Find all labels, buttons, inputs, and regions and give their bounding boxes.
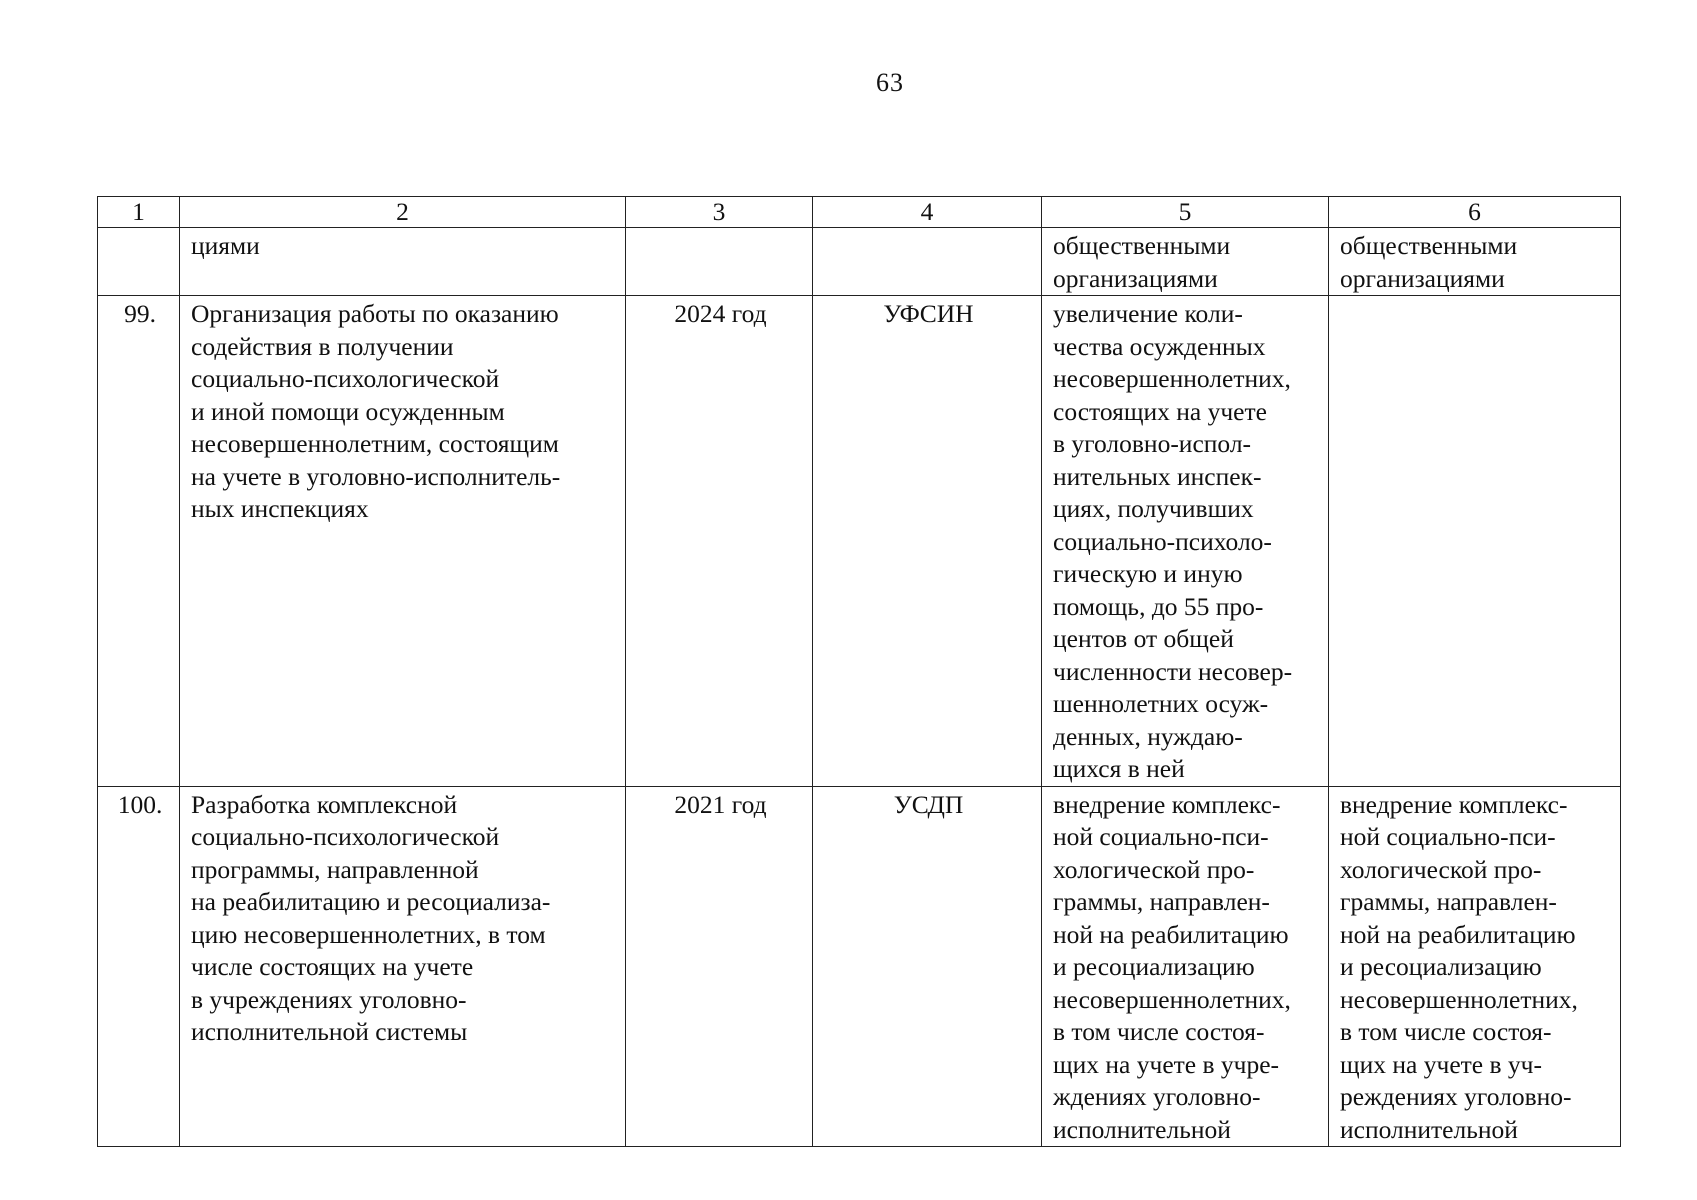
table-row (98, 296, 1621, 787)
column-header: 2 (180, 197, 626, 228)
result-cell: общественными организациями (1329, 228, 1621, 296)
row-number (98, 228, 180, 296)
column-header: 4 (813, 197, 1042, 228)
indicator-cell: увеличение коли- чества осужденных несовершеннолетних, состоящих на учете в уголовно-испол- нительных инспек- циях, получивших социально-психоло- гическую и иную помощь, до 55 про- центов от общей численности несовер- шеннолетних осуж- денных, нуждаю- щихся в ней (1042, 296, 1329, 787)
executor-cell (813, 228, 1042, 296)
executor-cell: УСДП (813, 786, 1042, 1147)
executor-cell: УФСИН (813, 296, 1042, 787)
activity-cell: циями (180, 228, 626, 296)
table-row (98, 786, 1621, 1147)
result-cell: внедрение комплекс- ной социально-пси- хологической про- граммы, направлен- ной на реабилитацию и ресоциализацию несовершеннолетних, в том числе состоя- щих на учете в уч- реждениях уголовно- исполнительной (1329, 786, 1621, 1147)
row-number: 100. (98, 786, 180, 1147)
column-header: 5 (1042, 197, 1329, 228)
term-cell (626, 228, 813, 296)
indicator-cell: общественными организациями (1042, 228, 1329, 296)
result-cell (1329, 296, 1621, 787)
term-cell: 2021 год (626, 786, 813, 1147)
page-number: 63 (876, 68, 904, 97)
row-number: 99. (98, 296, 180, 787)
column-header: 3 (626, 197, 813, 228)
table-header-row (98, 197, 1621, 228)
indicator-cell: внедрение комплекс- ной социально-пси- хологической про- граммы, направлен- ной на реабилитацию и ресоциализацию несовершеннолетних, в том числе состоя- щих на учете в учре- ждениях уголовно- исполнительной (1042, 786, 1329, 1147)
activity-cell: Разработка комплексной социально-психологической программы, направленной на реабилитацию и ресоциализа- цию несовершеннолетних, в том числе состоящих на учете в учреждениях уголовно- исполнительной системы (180, 786, 626, 1147)
table-row (98, 228, 1621, 296)
activity-cell: Организация работы по оказанию содействия в получении социально-психологической и иной помощи осужденным несовершеннолетним, состоящим на учете в уголовно-исполнитель- ных инспекциях (180, 296, 626, 787)
column-header: 1 (98, 197, 180, 228)
term-cell: 2024 год (626, 296, 813, 787)
measures-table (97, 196, 1621, 1147)
column-header: 6 (1329, 197, 1621, 228)
